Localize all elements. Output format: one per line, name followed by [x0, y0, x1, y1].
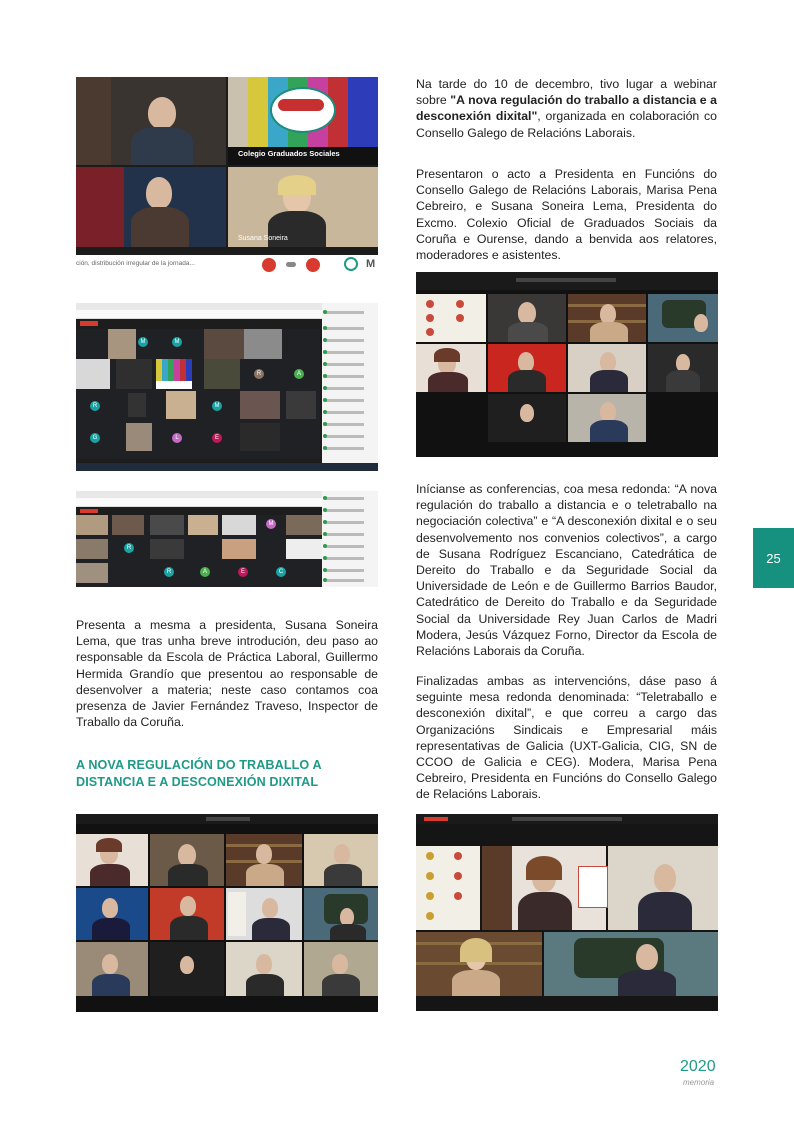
photo-webinar-grid-3: M R R A E C	[76, 491, 378, 587]
chat-icon	[344, 257, 358, 271]
footer-year: 2020	[680, 1058, 716, 1075]
paragraph-conferences: Inícianse as conferencias, coa mesa redonda: “A nova regulación do traballo a distancia e o teletraballo na negociación colectiva” e “A desconexión dixital e o seu desenvolvemento nos convenios colectivos”, a cargo de Susana Rodríguez Escanciano, Catedrática de Dereito do Traballo e da Seguridade Social da Universidade de León e de Guillermo Barrios Baudor, Catedrático de Dereito do Traballo e da Seguridade Social da Universidade Rey Juan Carlos de Madri Modera, Jesús Vázquez Forno, Director da Escola de Relacións Laborais da Coruña.	[416, 482, 717, 659]
photo-webinar-grid-4	[76, 814, 378, 1012]
photo-webinar-grid-6	[416, 814, 718, 1011]
camera-off-icon	[306, 258, 320, 272]
paragraph-intro: Na tarde do 10 de decembro, tivo lugar a webinar sobre "A nova regulación do traballo a distancia e a desconexión dixital", organizada en colaboración co Consello Galego de Relacións Laborais.	[416, 77, 717, 140]
photo-webinar-grid-1	[76, 77, 378, 255]
section-heading: A NOVA REGULACIÓN DO TRABALLO A DISTANCIA E A DESCONEXIÓN DIXITAL	[76, 758, 322, 789]
hangup-icon	[286, 262, 296, 267]
footer-subtitle: memoria	[683, 1078, 715, 1087]
paragraph-final: Finalizadas ambas as intervencións, dáse paso á seguinte mesa redonda denominada: “Teletraballo e desconexión dixital”, e que correu a cargo das Organizacións Sindicais e Empresarial máis representativas de Galicia (UXT-Galicia, CIG, SN de CCOO de Galicia e CEG). Modera, Marisa Pena Cebreiro, Presidenta en Funcións do Consello Galego de Relacións Laborais.	[416, 674, 717, 802]
paragraph-president: Presenta a mesma a presidenta, Susana Soneira Lema, que tras unha breve introdución, deu paso ao responsable da Escola de Práctica Laboral, Guillermo Hermida Grandío que presentou ao responsable de desenvolver a materia; neste caso contamos coa presenza de Javier Fernández Traveso, Inspector de Traballo da Coruña.	[76, 618, 378, 730]
page-number-tab: 25	[753, 528, 794, 588]
photo-webinar-grid-5	[416, 272, 718, 457]
photo-webinar-grid-2: M M R A R M G L E	[76, 303, 378, 471]
call-controls-bar: ción, distribución irregular de la jornada... M	[76, 255, 378, 275]
paragraph-presentation: Presentaron o acto a Presidenta en Funcións do Consello Galego de Relacións Laborais, Marisa Pena Cebreiro, e Susana Soneira Lema, Presidenta do Excmo. Colexio Oficial de Graduados Sociais da Coruña e Ourense, dando a benvida aos relatores, moderadores e asistentes.	[416, 167, 717, 263]
call-bottom-text: ción, distribución irregular de la jornada...	[76, 260, 195, 267]
participant-name-tag: Susana Soneira	[238, 235, 288, 242]
mic-off-icon	[262, 258, 276, 272]
logo-caption: Colegio Graduados Sociales	[238, 149, 340, 158]
